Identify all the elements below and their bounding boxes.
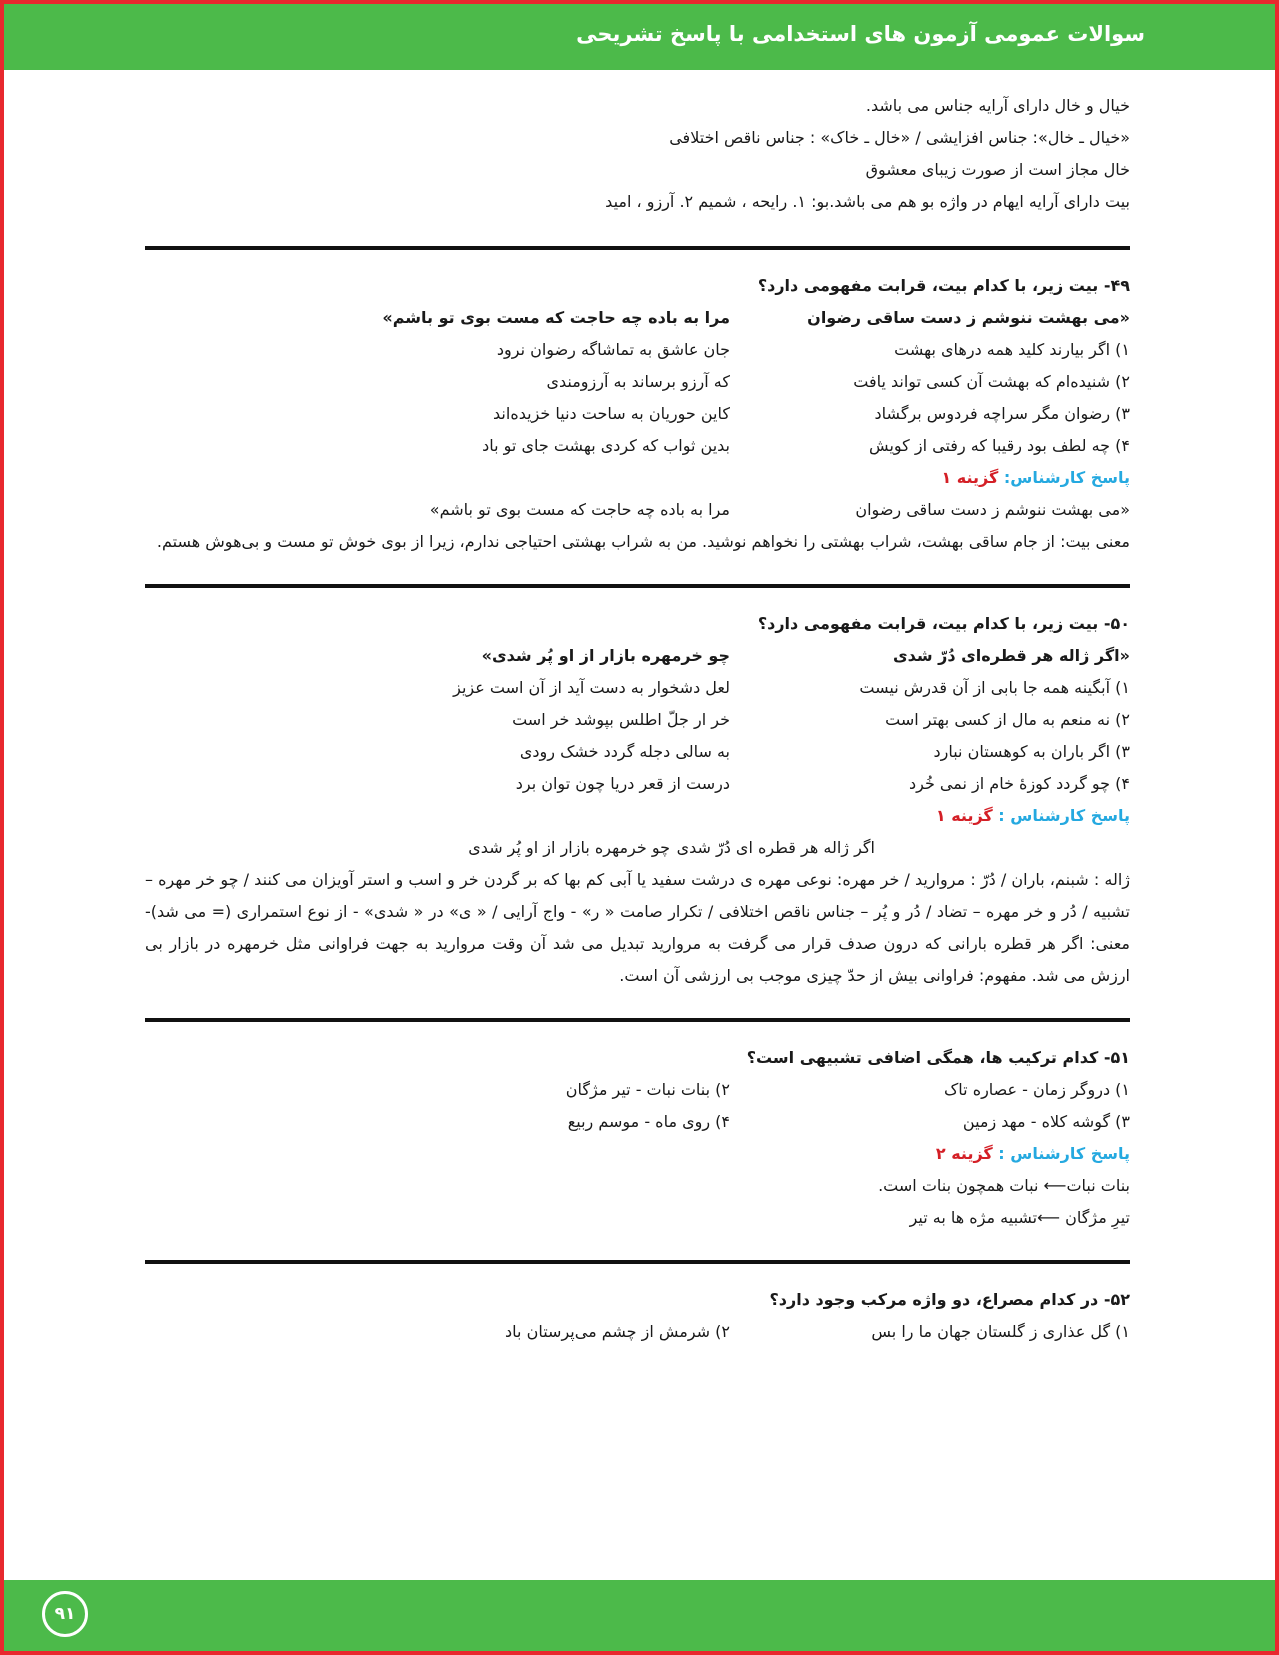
option-text: ۴) چو گردد کوزۀ خام از نمی خُرد bbox=[908, 774, 1130, 793]
answer-option: گزینه ۲ bbox=[935, 1144, 993, 1163]
header-title: سوالات عمومی آزمون های استخدامی با پاسخ تشریحی bbox=[576, 22, 1145, 46]
intro-line: خیال و خال دارای آرایه جناس می باشد. bbox=[865, 96, 1130, 115]
option-1 bbox=[145, 334, 1130, 366]
answer-option: گزینه ۱ bbox=[941, 468, 999, 487]
intro-line: «خیال ـ خال»: جناس افزایشی / «خال ـ خاک» : جناس ناقص اختلافی bbox=[669, 128, 1130, 147]
verse-hemistich-2: مرا به باده چه حاجت که مست بوی تو باشم» bbox=[382, 308, 730, 327]
option-text: به سالی دجله گردد خشک رودی bbox=[519, 742, 730, 761]
header-bar bbox=[4, 4, 1275, 70]
option-text: جان عاشق به تماشاگه رضوان نرود bbox=[496, 340, 730, 359]
option-text: ۲) شنیده‌ام که بهشت آن کسی تواند یافت bbox=[853, 372, 1130, 391]
question-52 bbox=[145, 1284, 1130, 1348]
options-row-2 bbox=[145, 1106, 1130, 1138]
question-title: ۴۹- بیت زیر، با کدام بیت، قرابت مفهومی دارد؟ bbox=[757, 276, 1130, 295]
expert-answer bbox=[145, 1138, 1130, 1170]
verse-repeat bbox=[145, 494, 1130, 526]
question-verse bbox=[145, 302, 1130, 334]
option-2 bbox=[145, 366, 1130, 398]
option-text: که آرزو برساند به آرزومندی bbox=[546, 372, 730, 391]
option-text: ۲) نه منعم به مال از کسی بهتر است bbox=[885, 710, 1130, 729]
verse-repeat bbox=[145, 832, 1130, 864]
question-50 bbox=[145, 608, 1130, 992]
option-1 bbox=[145, 672, 1130, 704]
verse-hemistich-1: اگر ژاله هر قطره ای دُرّ شدی bbox=[676, 838, 875, 857]
verse-hemistich-1: «می بهشت ننوشم ز دست ساقی رضوان bbox=[807, 308, 1130, 327]
question-title: ۵۲- در کدام مصراع، دو واژه مرکب وجود دارد؟ bbox=[769, 1290, 1130, 1309]
explanation-line: تیرِ مژگان ⟵تشبیه مژه ها به تیر bbox=[909, 1208, 1130, 1227]
option-text: ۳) رضوان مگر سراچه فردوس برگشاد bbox=[874, 404, 1130, 423]
question-title: ۵۱- کدام ترکیب ها، همگی اضافی تشبیهی است؟ bbox=[746, 1048, 1130, 1067]
option-3 bbox=[145, 736, 1130, 768]
option-text: ۳) اگر باران به کوهستان نبارد bbox=[933, 742, 1130, 761]
option-2 bbox=[145, 704, 1130, 736]
explanation: معنی بیت: از جام ساقی بهشت، شراب بهشتی را نخواهم نوشید. من به شراب بهشتی احتیاجی ندارم، زیرا از بوی خوش تو مست و بی‌هوش هستم. bbox=[156, 532, 1130, 551]
option-text: ۳) گوشه کلاه - مهد زمین bbox=[962, 1112, 1130, 1131]
option-text: ۴) چه لطف بود رقیبا که رفتی از کویش bbox=[869, 436, 1130, 455]
answer-label: پاسخ کارشناس : bbox=[998, 806, 1130, 825]
options-row-1 bbox=[145, 1316, 1130, 1348]
option-text: کاین حوریان به ساحت دنیا خزیده‌اند bbox=[493, 404, 730, 423]
expert-answer bbox=[145, 462, 1130, 494]
verse-hemistich-1: «اگر ژاله هر قطره‌ای دُرّ شدی bbox=[892, 646, 1130, 665]
option-text: لعل دشخوار به دست آید از آن است عزیز bbox=[453, 678, 730, 697]
option-text: ۱) اگر بیارند کلید همه درهای بهشت bbox=[894, 340, 1130, 359]
option-text: ۱) گل عذاری ز گلستان جهان ما را بس bbox=[871, 1322, 1130, 1341]
explanation-line: بنات نبات⟵ نبات همچون بنات است. bbox=[878, 1176, 1130, 1195]
verse-hemistich-2: مرا به باده چه حاجت که مست بوی تو باشم» bbox=[429, 500, 730, 519]
option-text: درست از قعر دریا چون توان برد bbox=[515, 774, 730, 793]
option-text: ۱) آبگینه همه جا بابی از آن قدرش نیست bbox=[859, 678, 1130, 697]
verse-hemistich-1: «می بهشت ننوشم ز دست ساقی رضوان bbox=[855, 500, 1130, 519]
verse-hemistich-2: چو خرمهره بازار از او پُر شدی» bbox=[481, 646, 730, 665]
options-row-1 bbox=[145, 1074, 1130, 1106]
expert-answer bbox=[145, 800, 1130, 832]
intro-line: خال مجاز است از صورت زیبای معشوق bbox=[865, 160, 1130, 179]
answer-label: پاسخ کارشناس : bbox=[998, 1144, 1130, 1163]
option-text: بدین ثواب که کردی بهشت جای تو باد bbox=[482, 436, 730, 455]
footer-bar bbox=[4, 1580, 1275, 1651]
option-text: خر ار جلّ اطلس بپوشد خر است bbox=[512, 710, 730, 729]
option-4 bbox=[145, 430, 1130, 462]
page-content bbox=[145, 90, 1130, 1348]
option-text: ۲) بنات نبات - تیر مژگان bbox=[565, 1080, 730, 1099]
option-text: ۱) دروگر زمان - عصاره تاک bbox=[943, 1080, 1130, 1099]
explanation: ژاله : شبنم، باران / دُرّ : مروارید / خر مهره: نوعی مهره ی درشت سفید یا آبی کم بها که بر گردن خر و اسب و استر آویزان می کنند / چو خر مهره – تشبیه / دُر و خر مهره – تضاد / دُر و پُر – جناس ناقص اختلافی / تکرار صامت « ر» - واج آرایی / « ی» در « شدی» - از نوع استمراری (= می شد)- معنی: اگر هر قطره بارانی که درون صدف قرار می گرفت به مروارید تبدیل می شد آن وقت مروارید به جهت فراوانی مثل خرمهره در بازار بی ارزش می شد. مفهوم: فراوانی بیش از حدّ چیزی موجب بی ارزشی آن است. bbox=[145, 870, 1130, 985]
intro-section bbox=[145, 90, 1130, 218]
option-3 bbox=[145, 398, 1130, 430]
question-title: ۵۰- بیت زیر، با کدام بیت، قرابت مفهومی دارد؟ bbox=[757, 614, 1130, 633]
intro-line: بیت دارای آرایه ایهام در واژه بو هم می باشد.بو: ۱. رایحه ، شمیم ۲. آرزو ، امید bbox=[605, 192, 1130, 211]
option-text: ۴) روی ماه - موسم ربیع bbox=[567, 1112, 730, 1131]
option-4 bbox=[145, 768, 1130, 800]
question-verse bbox=[145, 640, 1130, 672]
question-51 bbox=[145, 1042, 1130, 1234]
answer-option: گزینه ۱ bbox=[935, 806, 993, 825]
question-49 bbox=[145, 270, 1130, 558]
answer-label: پاسخ کارشناس: bbox=[1003, 468, 1130, 487]
option-text: ۲) شرمش از چشم می‌پرستان باد bbox=[505, 1322, 730, 1341]
page-number: ۹۱ bbox=[42, 1591, 88, 1637]
verse-hemistich-2: چو خرمهره بازار از او پُر شدی bbox=[468, 838, 670, 857]
